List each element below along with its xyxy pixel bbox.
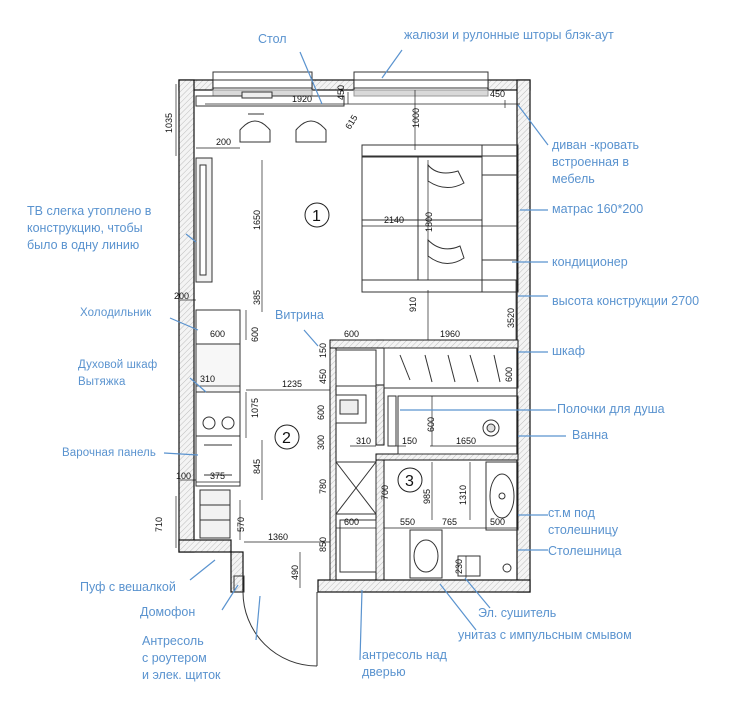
dim-845: 845 [252,458,262,474]
dim-375: 375 [210,471,226,481]
dim-600-vitrina: 600 [344,329,360,339]
dim-1075: 1075 [250,397,260,418]
label-fridge: Холодильник [80,307,152,319]
dim-1235: 1235 [282,379,303,389]
dim-600-showcase: 600 [316,404,326,420]
dim-310: 310 [356,436,372,446]
dim-985: 985 [422,488,432,504]
room-2: 2 [282,430,291,447]
label-blinds: жалюзи и рулонные шторы блэк-аут [404,28,614,42]
dim-500: 500 [490,517,506,527]
dim-385: 385 [252,289,262,305]
room-3: 3 [405,473,414,490]
desk [196,92,344,142]
label-showcase: Витрина [275,308,324,322]
label-mezz-line2: с роутером [142,651,207,665]
label-oven [78,358,157,390]
dim-1800: 1800 [424,211,434,232]
partition-walls [330,340,518,580]
dim-765: 765 [442,517,458,527]
label-dryer: Эл. сушитель [478,606,557,620]
label-sofa [552,138,639,187]
dim-2140: 2140 [384,215,405,225]
label-height: высота конструкции 2700 [552,294,700,308]
dim-1960: 1960 [440,329,461,339]
dim-600-fridge-v: 600 [250,326,260,342]
dim-780: 780 [318,478,328,494]
dim-600-wardrobe: 600 [504,366,514,382]
dim-200-top: 200 [216,137,232,147]
label-tv-line2: конструкцию, чтобы [27,221,143,235]
label-countertop: Столешница [548,544,622,558]
dim-150: 150 [318,342,328,358]
dim-570: 570 [236,516,246,532]
label-mezz-door-line2: дверью [362,665,406,679]
showcase [336,350,376,423]
label-pouf: Пуф с вешалкой [80,580,176,594]
dim-700: 700 [380,484,390,500]
label-oven-line2: Вытяжка [78,376,126,388]
dim-850: 850 [318,536,328,552]
tv [196,158,212,282]
label-washer-cabinet [548,506,618,538]
label-tv-line3: было в одну линию [27,238,140,252]
label-sofa-line3: мебель [552,172,595,186]
entry-door [234,462,376,666]
dim-910: 910 [408,296,418,312]
label-wardrobe: шкаф [552,344,586,358]
dim-710: 710 [154,516,164,532]
dim-600-fridge: 600 [210,329,226,339]
dim-450: 450 [336,84,346,100]
label-shower-shelves: Полочки для душа [557,402,665,416]
label-mezz-line1: Антресоль [142,634,204,648]
dim-1035: 1035 [164,112,174,133]
dim-450-right: 450 [490,89,506,99]
wardrobe [384,348,518,388]
kitchen-units [196,310,240,538]
dim-200-left: 200 [174,291,190,301]
dim-1650: 1650 [252,209,262,230]
label-oven-line1: Духовой шкаф [78,359,158,371]
label-toilet: унитаз с импульсным смывом [458,628,632,642]
dim-490: 490 [290,564,300,580]
dim-1000: 1000 [411,107,421,128]
dim-600-shower: 600 [426,416,436,432]
label-tv [27,204,151,253]
dim-1650-bath: 1650 [456,436,477,446]
label-bath: Ванна [572,428,609,442]
label-table: Стол [258,32,287,46]
dim-450-vitrina: 450 [318,368,328,384]
label-sofa-line1: диван -кровать [552,138,640,152]
label-mattress: матрас 160*200 [552,202,644,216]
label-tv-line1: ТВ слегка утоплено в [27,204,152,218]
label-mezzanine-door [362,648,447,680]
dim-1360: 1360 [268,532,289,542]
dim-310-oven: 310 [200,374,216,384]
label-aircon: кондиционер [552,255,628,269]
dim-600-entry: 600 [344,517,360,527]
dim-550: 550 [400,517,416,527]
dim-230: 230 [454,558,464,574]
label-washer-line2: столешницу [548,523,619,537]
label-mezz-door-line1: антресоль над [362,648,447,662]
dim-300: 300 [316,434,326,450]
dim-615: 615 [343,113,360,132]
label-intercom: Домофон [140,605,196,619]
label-hob: Варочная панель [62,447,156,459]
dim-1920: 1920 [292,94,313,104]
label-washer-line1: ст.м под [548,506,595,520]
dim-150-bath: 150 [402,436,418,446]
label-sofa-line2: встроенная в [552,155,629,169]
dim-3520: 3520 [506,307,516,328]
room-1: 1 [312,208,321,225]
dim-1310: 1310 [458,484,468,505]
dim-100: 100 [176,471,192,481]
label-mezzanine-router [142,634,221,683]
label-mezz-line3: и элек. щиток [142,668,221,682]
